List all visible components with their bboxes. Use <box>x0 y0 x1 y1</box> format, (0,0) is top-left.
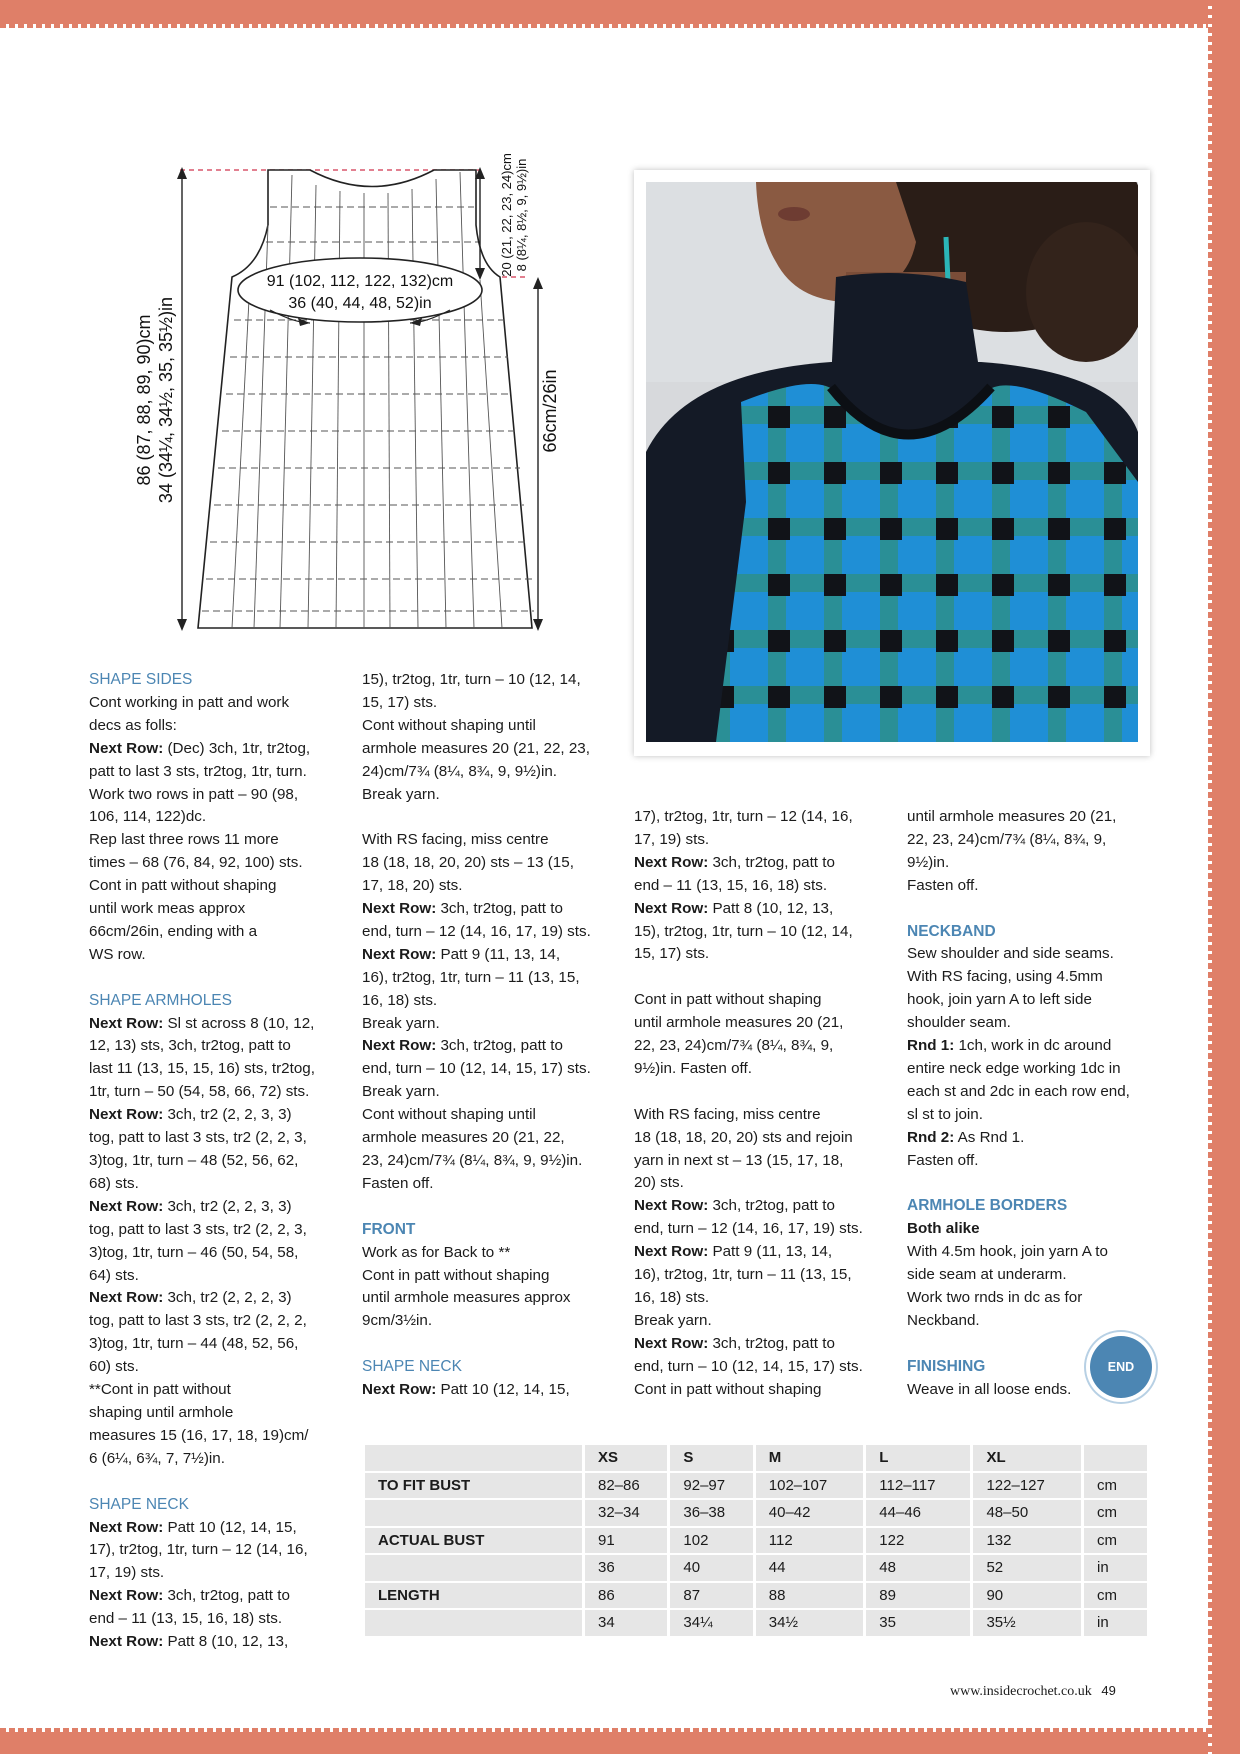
col2-para-1: 15), tr2tog, 1tr, turn – 10 (12, 14, 15, 17) sts. Cont without shaping until armhole measures 20 (21, 22, 23, 24)cm/7¾ (8¼, 8¾, 9, 9½)in. Break yarn. <box>362 671 590 803</box>
table-cell: 40 <box>670 1555 752 1581</box>
both-alike-label: Both alike <box>907 1220 980 1238</box>
neckband-text: Sew shoulder and side seams. With RS facing, using 4.5mm hook, join yarn A to left side shoulder seam. <box>907 945 1114 1032</box>
col3-row-4: Next Row: Patt 9 (11, 13, 14, 16), tr2tog, 1tr, turn – 11 (13, 15, 16, 18) sts. Break yarn. <box>634 1243 852 1329</box>
table-cell: 91 <box>585 1528 667 1554</box>
size-table-header <box>365 1445 1147 1471</box>
bust-cm-label: 91 (102, 112, 122, 132)cm <box>266 273 454 290</box>
neckband-rnd-2: Rnd 2: As Rnd 1. Fasten off. <box>907 1128 1025 1169</box>
col3-row-2: Next Row: Patt 8 (10, 12, 13, 15), tr2tog, 1tr, turn – 10 (12, 14, 15, 17) sts. <box>634 899 853 963</box>
header-cell <box>1084 1445 1147 1471</box>
length-in-label: 34 (34¼, 34½, 35, 35½)in <box>156 296 176 504</box>
unit-cell: in <box>1084 1610 1147 1636</box>
neck-row-1: Next Row: Patt 10 (12, 14, 15, 17), tr2tog, 1tr, turn – 12 (14, 16, 17, 19) sts. <box>89 1518 308 1582</box>
col3-para-1: 17), tr2tog, 1tr, turn – 12 (14, 16, 17, 19) sts. <box>634 808 853 848</box>
row-label: TO FIT BUST <box>365 1473 582 1499</box>
finishing-text: Weave in all loose ends. <box>907 1380 1072 1398</box>
page-border-top <box>0 0 1240 24</box>
column-1 <box>89 669 339 1654</box>
header-cell: M <box>756 1445 864 1471</box>
col3-para-2: Cont in patt without shaping until armhole measures 20 (21, 22, 23, 24)cm/7¾ (8¼, 8¾, 9, 9½)in. Fasten off. <box>634 991 844 1077</box>
table-cell: 44–46 <box>866 1500 970 1526</box>
page-footer <box>950 1683 1116 1700</box>
bust-in-label: 36 (40, 44, 48, 52)in <box>288 295 432 312</box>
table-cell: 112 <box>756 1528 864 1554</box>
row-label <box>365 1610 582 1636</box>
table-cell: 122 <box>866 1528 970 1554</box>
size-table <box>362 1443 1150 1638</box>
armhole-row-4: Next Row: 3ch, tr2 (2, 2, 2, 3) tog, patt to last 3 sts, tr2 (2, 2, 2, 3)tog, 1tr, turn – 44 (48, 52, 56, 60) sts. <box>89 1289 307 1376</box>
unit-cell: cm <box>1084 1500 1147 1526</box>
garment-schematic <box>120 115 580 645</box>
heading-neckband: NECKBAND <box>907 922 996 940</box>
front-text: Work as for Back to ** Cont in patt without shaping until armhole measures approx 9cm/3½in. <box>362 1243 571 1330</box>
column-3 <box>634 806 884 1402</box>
row-label: ACTUAL BUST <box>365 1528 582 1554</box>
table-cell: 82–86 <box>585 1473 667 1499</box>
table-cell: 36–38 <box>670 1500 752 1526</box>
column-4 <box>907 806 1157 1402</box>
row-label <box>365 1555 582 1581</box>
header-cell: XS <box>585 1445 667 1471</box>
table-cell: 122–127 <box>973 1473 1081 1499</box>
page-border-bottom <box>0 1732 1240 1754</box>
table-cell: 40–42 <box>756 1500 864 1526</box>
model-photo-illustration <box>646 182 1138 742</box>
table-cell: 102 <box>670 1528 752 1554</box>
col2-para-2: With RS facing, miss centre 18 (18, 18, 20, 20) sts – 13 (15, 17, 18, 20) sts. <box>362 831 574 895</box>
heading-front: FRONT <box>362 1220 416 1238</box>
table-cell: 90 <box>973 1583 1081 1609</box>
table-cell: 36 <box>585 1555 667 1581</box>
header-cell: L <box>866 1445 970 1471</box>
header-cell: XL <box>973 1445 1081 1471</box>
page-number: 49 <box>1101 1683 1116 1698</box>
row-label: LENGTH <box>365 1583 582 1609</box>
table-cell: 35 <box>866 1610 970 1636</box>
shape-sides-row: Next Row: (Dec) 3ch, 1tr, tr2tog, patt to last 3 sts, tr2tog, 1tr, turn. Work two rows in patt – 90 (98, 106, 114, 122)dc. Rep last three rows 11 more times – 68 (76, 84, 92, 100) sts. Cont in patt without shaping until work meas approx 66cm/26in, ending with a WS row. <box>89 739 311 963</box>
garment-outline <box>198 170 532 628</box>
unit-cell: in <box>1084 1555 1147 1581</box>
website-url[interactable]: www.insidecrochet.co.uk <box>950 1684 1092 1699</box>
armhole-cont: **Cont in patt without shaping until armhole measures 15 (16, 17, 18, 19)cm/ 6 (6¼, 6¾, 7, 7½)in. <box>89 1381 309 1467</box>
table-cell: 132 <box>973 1528 1081 1554</box>
col3-row-1: Next Row: 3ch, tr2tog, patt to end – 11 (13, 15, 16, 18) sts. <box>634 853 835 894</box>
col3-row-5: Next Row: 3ch, tr2tog, patt to end, turn – 10 (12, 14, 15, 17) sts. Cont in patt without shaping <box>634 1334 863 1398</box>
table-row <box>365 1583 1147 1609</box>
col2-row-2: Next Row: Patt 9 (11, 13, 14, 16), tr2tog, 1tr, turn – 11 (13, 15, 16, 18) sts. Break yarn. <box>362 945 580 1032</box>
heading-shape-sides: SHAPE SIDES <box>89 671 193 688</box>
col3-para-3: With RS facing, miss centre 18 (18, 18, 20, 20) sts and rejoin yarn in next st – 13 (15, 17, 18, 20) sts. <box>634 1105 853 1192</box>
table-cell: 35½ <box>973 1610 1081 1636</box>
page-border-right-edge <box>1208 0 1212 1754</box>
armhole-row-1: Next Row: Sl st across 8 (10, 12, 12, 13) sts, 3ch, tr2tog, patt to last 11 (13, 15, 15, 16) sts, tr2tog, 1tr, turn – 50 (54, 58, 66, 72) sts. <box>89 1014 315 1101</box>
table-cell: 34¼ <box>670 1610 752 1636</box>
neck-row-2: Next Row: 3ch, tr2tog, patt to end – 11 (13, 15, 16, 18) sts. <box>89 1587 290 1628</box>
table-row <box>365 1610 1147 1636</box>
page-border-top-edge <box>0 24 1240 28</box>
heading-front-shape-neck: SHAPE NECK <box>362 1358 462 1376</box>
model-photo <box>634 170 1150 756</box>
table-cell: 86 <box>585 1583 667 1609</box>
table-cell: 92–97 <box>670 1473 752 1499</box>
armhole-borders-text: With 4.5m hook, join yarn A to side seam at underarm. Work two rnds in dc as for Neckband. <box>907 1243 1108 1329</box>
table-cell: 87 <box>670 1583 752 1609</box>
table-row <box>365 1555 1147 1581</box>
table-row <box>365 1500 1147 1526</box>
table-cell: 52 <box>973 1555 1081 1581</box>
page-border-right <box>1212 0 1240 1754</box>
page-border-bottom-edge <box>0 1728 1240 1732</box>
table-cell: 48 <box>866 1555 970 1581</box>
unit-cell: cm <box>1084 1473 1147 1499</box>
armhole-cm-label: 20 (21, 22, 23, 24)cm <box>499 153 514 277</box>
length-cm-label: 86 (87, 88, 89, 90)cm <box>134 314 154 486</box>
shape-sides-intro: Cont working in patt and work decs as folls: <box>89 693 290 734</box>
table-row <box>365 1528 1147 1554</box>
unit-cell: cm <box>1084 1583 1147 1609</box>
armhole-row-2: Next Row: 3ch, tr2 (2, 2, 3, 3) tog, patt to last 3 sts, tr2 (2, 2, 3, 3)tog, 1tr, turn – 48 (52, 56, 62, 68) sts. <box>89 1106 307 1192</box>
col2-row-3: Next Row: 3ch, tr2tog, patt to end, turn – 10 (12, 14, 15, 17) sts. Break yarn. Cont without shaping until armhole measures 20 (21, 22, 23, 24)cm/7¾ (8¼, 8¾, 9, 9½)in. Fasten off. <box>362 1037 591 1192</box>
table-cell: 88 <box>756 1583 864 1609</box>
table-cell: 44 <box>756 1555 864 1581</box>
row-label <box>365 1500 582 1526</box>
table-cell: 34 <box>585 1610 667 1636</box>
table-row <box>365 1473 1147 1499</box>
end-badge: END <box>1090 1336 1152 1398</box>
heading-shape-neck: SHAPE NECK <box>89 1495 189 1513</box>
armhole-in-label: 8 (8¼, 8½, 9, 9½)in <box>514 158 529 272</box>
side-length-label: 66cm/26in <box>540 369 560 453</box>
heading-shape-armholes: SHAPE ARMHOLES <box>89 991 232 1009</box>
heading-finishing: FINISHING <box>907 1357 986 1375</box>
table-cell: 102–107 <box>756 1473 864 1499</box>
header-cell <box>365 1445 582 1471</box>
table-cell: 89 <box>866 1583 970 1609</box>
col3-row-3: Next Row: 3ch, tr2tog, patt to end, turn – 12 (14, 16, 17, 19) sts. <box>634 1197 863 1238</box>
col4-para-1: until armhole measures 20 (21, 22, 23, 24)cm/7¾ (8¼, 8¾, 9, 9½)in. Fasten off. <box>907 808 1117 894</box>
front-neck-row: Next Row: Patt 10 (12, 14, 15, <box>362 1381 570 1399</box>
unit-cell: cm <box>1084 1528 1147 1554</box>
table-cell: 112–117 <box>866 1473 970 1499</box>
table-cell: 32–34 <box>585 1500 667 1526</box>
heading-armhole-borders: ARMHOLE BORDERS <box>907 1197 1068 1215</box>
neck-row-3: Next Row: Patt 8 (10, 12, 13, <box>89 1633 289 1651</box>
column-2 <box>362 669 612 1402</box>
table-cell: 34½ <box>756 1610 864 1636</box>
table-cell: 48–50 <box>973 1500 1081 1526</box>
armhole-row-3: Next Row: 3ch, tr2 (2, 2, 3, 3) tog, patt to last 3 sts, tr2 (2, 2, 3, 3)tog, 1tr, turn – 46 (50, 54, 58, 64) sts. <box>89 1197 307 1284</box>
neckband-rnd-1: Rnd 1: 1ch, work in dc around entire neck edge working 1dc in each st and 2dc in each row end, sl st to join. <box>907 1037 1130 1123</box>
col2-row-1: Next Row: 3ch, tr2tog, patt to end, turn – 12 (14, 16, 17, 19) sts. <box>362 900 591 940</box>
header-cell: S <box>670 1445 752 1471</box>
